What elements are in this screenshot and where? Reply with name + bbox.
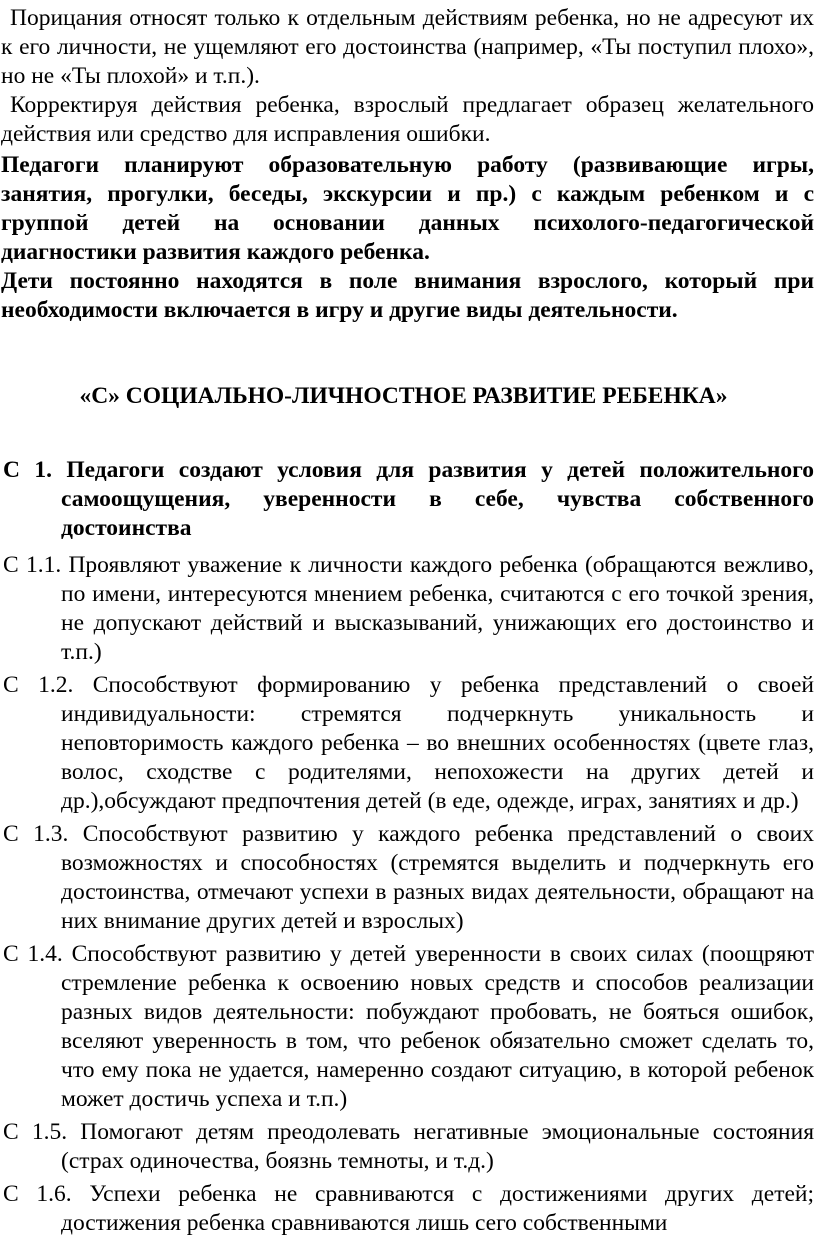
item-c1-5: С 1.5. Помогают детям преодолевать негативные эмоциональные состояния (страх одиночества, боязнь темноты, и т.д.) [3, 1119, 814, 1174]
item-c1-1: С 1.1. Проявляют уважение к личности каждого ребенка (обращаются вежливо, по имени, интересуются мнением ребенка, считаются с его точкой зрения, не допускают действий и высказываний, унижающих его достоинство и т.п.) [3, 552, 814, 665]
paragraph-correcting-actions: Корректируя действия ребенка, взрослый предлагает образец желательного действия или средство для исправления ошибки. [1, 92, 814, 147]
item-c1-heading: С 1. Педагоги создают условия для развития у детей положительного самоощущения, уверенности в себе, чувства собственного достоинства [3, 457, 814, 541]
item-c1-2: С 1.2. Способствуют формированию у ребенка представлений о своей индивидуальности: стремятся подчеркнуть уникальность и неповторимость каждого ребенка – во внешних особенностях (цвете глаз, волос, сходстве с родителями, непохожести на других детей и др.),обсуждают предпочтения детей (в еде, одежде, играх, занятиях и др.) [3, 672, 814, 814]
item-c1-6: С 1.6. Успехи ребенка не сравниваются с достижениями других детей; достижения ребенка сравниваются лишь сего собственными [3, 1181, 814, 1236]
paragraph-planning-work: Педагоги планируют образовательную работу (развивающие игры, занятия, прогулки, беседы, экскурсии и пр.) с каждым ребенком и с группой детей на основании данных психолого-педагогической диагностики развития каждого ребенка. [1, 152, 814, 265]
section-heading: «С» СОЦИАЛЬНО-ЛИЧНОСТНОЕ РАЗВИТИЕ РЕБЕНКА» [79, 383, 728, 409]
item-c1-4: С 1.4. Способствуют развитию у детей уверенности в своих силах (поощряют стремление ребенка к освоению новых средств и способов реализации разных видов деятельности: побуждают пробовать, не бояться ошибок, вселяют уверенность в том, что ребенок обязательно сможет сделать то, что ему пока не удается, намеренно создают ситуацию, в которой ребенок может достичь успеха и т.п.) [3, 941, 814, 1112]
item-c1-3: С 1.3. Способствуют развитию у каждого ребенка представлений о своих возможностях и способностях (стремятся выделить и подчеркнуть его достоинства, отмечают успехи в разных видах деятельности, обращают на них внимание других детей и взрослых) [3, 821, 814, 934]
paragraph-children-attention: Дети постоянно находятся в поле внимания взрослого, который при необходимости включается в игру и другие виды деятельности. [1, 268, 814, 323]
paragraph-reprimands: Порицания относят только к отдельным действиям ребенка, но не адресуют их к его личности, не ущемляют его достоинства (например, «Ты поступил плохо», но не «Ты плохой» и т.п.). [1, 5, 814, 89]
